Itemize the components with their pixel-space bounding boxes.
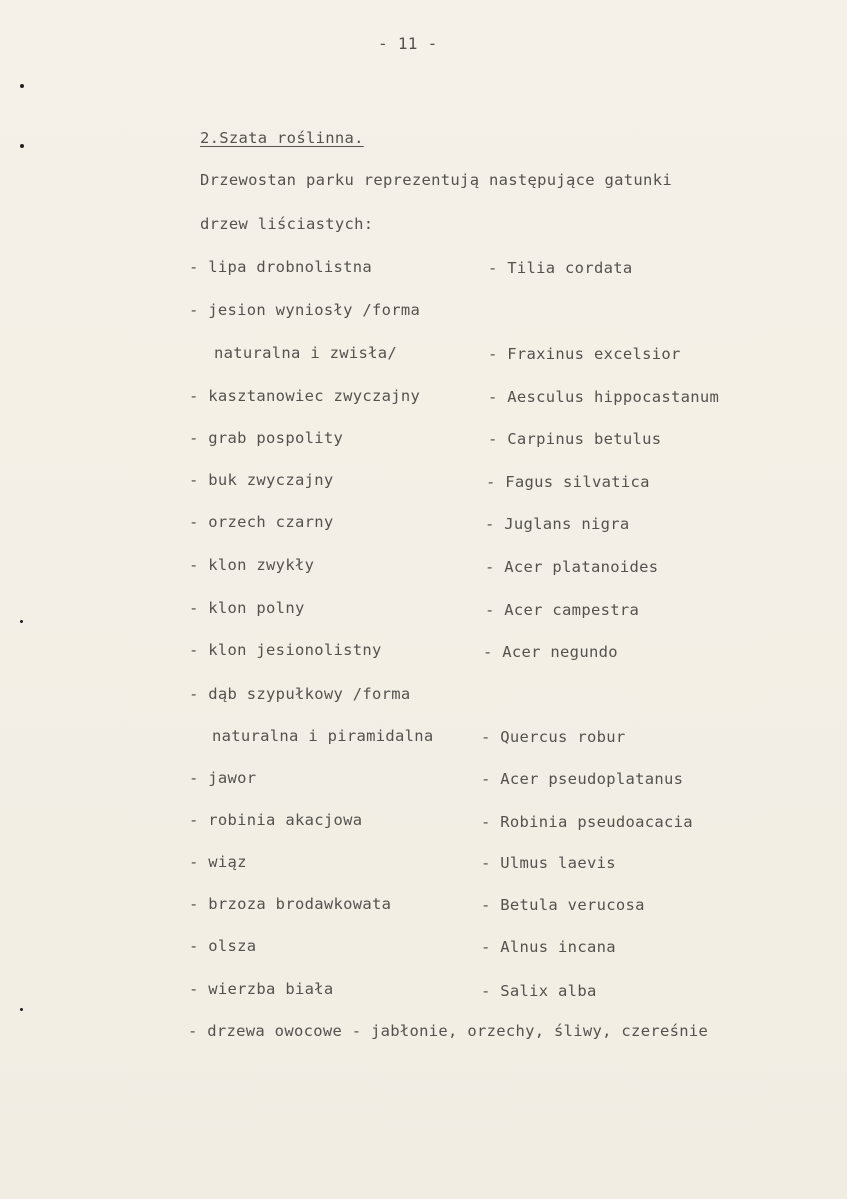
species-polish: - klon zwykły: [189, 556, 315, 574]
species-latin: - Aesculus hippocastanum: [488, 388, 720, 406]
species-latin: - Robinia pseudoacacia: [481, 813, 693, 831]
species-polish: - orzech czarny: [189, 513, 334, 531]
species-polish: - brzoza brodawkowata: [189, 895, 392, 913]
species-latin: - Acer campestra: [485, 601, 640, 619]
intro-line-2: drzew liściastych:: [200, 215, 374, 233]
species-polish: naturalna i zwisła/: [214, 344, 398, 362]
species-latin: - Ulmus laevis: [481, 854, 616, 872]
species-polish: - kasztanowiec zwyczajny: [189, 387, 421, 405]
species-latin: - Fagus silvatica: [486, 473, 650, 491]
binder-hole-mark: [20, 84, 24, 88]
intro-line-1: Drzewostan parku reprezentują następujące gatunki: [200, 171, 672, 189]
species-latin: - Betula verucosa: [481, 896, 645, 914]
species-polish: naturalna i piramidalna: [212, 727, 434, 745]
species-polish: - wiąz: [189, 853, 247, 871]
species-latin: - Carpinus betulus: [488, 430, 662, 448]
species-polish: - klon jesionolistny: [189, 641, 382, 659]
section-heading: 2.Szata roślinna.: [200, 129, 364, 147]
species-polish: - lipa drobnolistna: [189, 258, 373, 276]
species-polish: - klon polny: [189, 599, 305, 617]
page-number: - 11 -: [378, 34, 438, 53]
binder-hole-mark: [20, 620, 23, 623]
species-latin: - Acer pseudoplatanus: [481, 770, 684, 788]
species-latin: - Acer negundo: [483, 643, 618, 661]
species-latin: - Juglans nigra: [485, 515, 630, 533]
species-latin: - Alnus incana: [481, 938, 616, 956]
species-polish: - jawor: [189, 769, 257, 787]
binder-hole-mark: [20, 1008, 23, 1011]
species-polish: - grab pospolity: [189, 429, 344, 447]
species-latin: - Acer platanoides: [485, 558, 659, 576]
species-latin: - Salix alba: [481, 982, 597, 1000]
species-latin: - Fraxinus excelsior: [488, 345, 681, 363]
species-polish: - jesion wyniosły /forma: [189, 301, 421, 319]
fruit-trees-line: - drzewa owocowe - jabłonie, orzechy, śliwy, czereśnie: [188, 1022, 709, 1040]
species-polish: - robinia akacjowa: [189, 811, 363, 829]
species-polish: - dąb szypułkowy /forma: [189, 685, 411, 703]
species-latin: - Quercus robur: [481, 728, 626, 746]
species-latin: - Tilia cordata: [488, 259, 633, 277]
species-polish: - buk zwyczajny: [189, 471, 334, 489]
species-polish: - wierzba biała: [189, 980, 334, 998]
binder-hole-mark: [20, 144, 24, 148]
species-polish: - olsza: [189, 937, 257, 955]
